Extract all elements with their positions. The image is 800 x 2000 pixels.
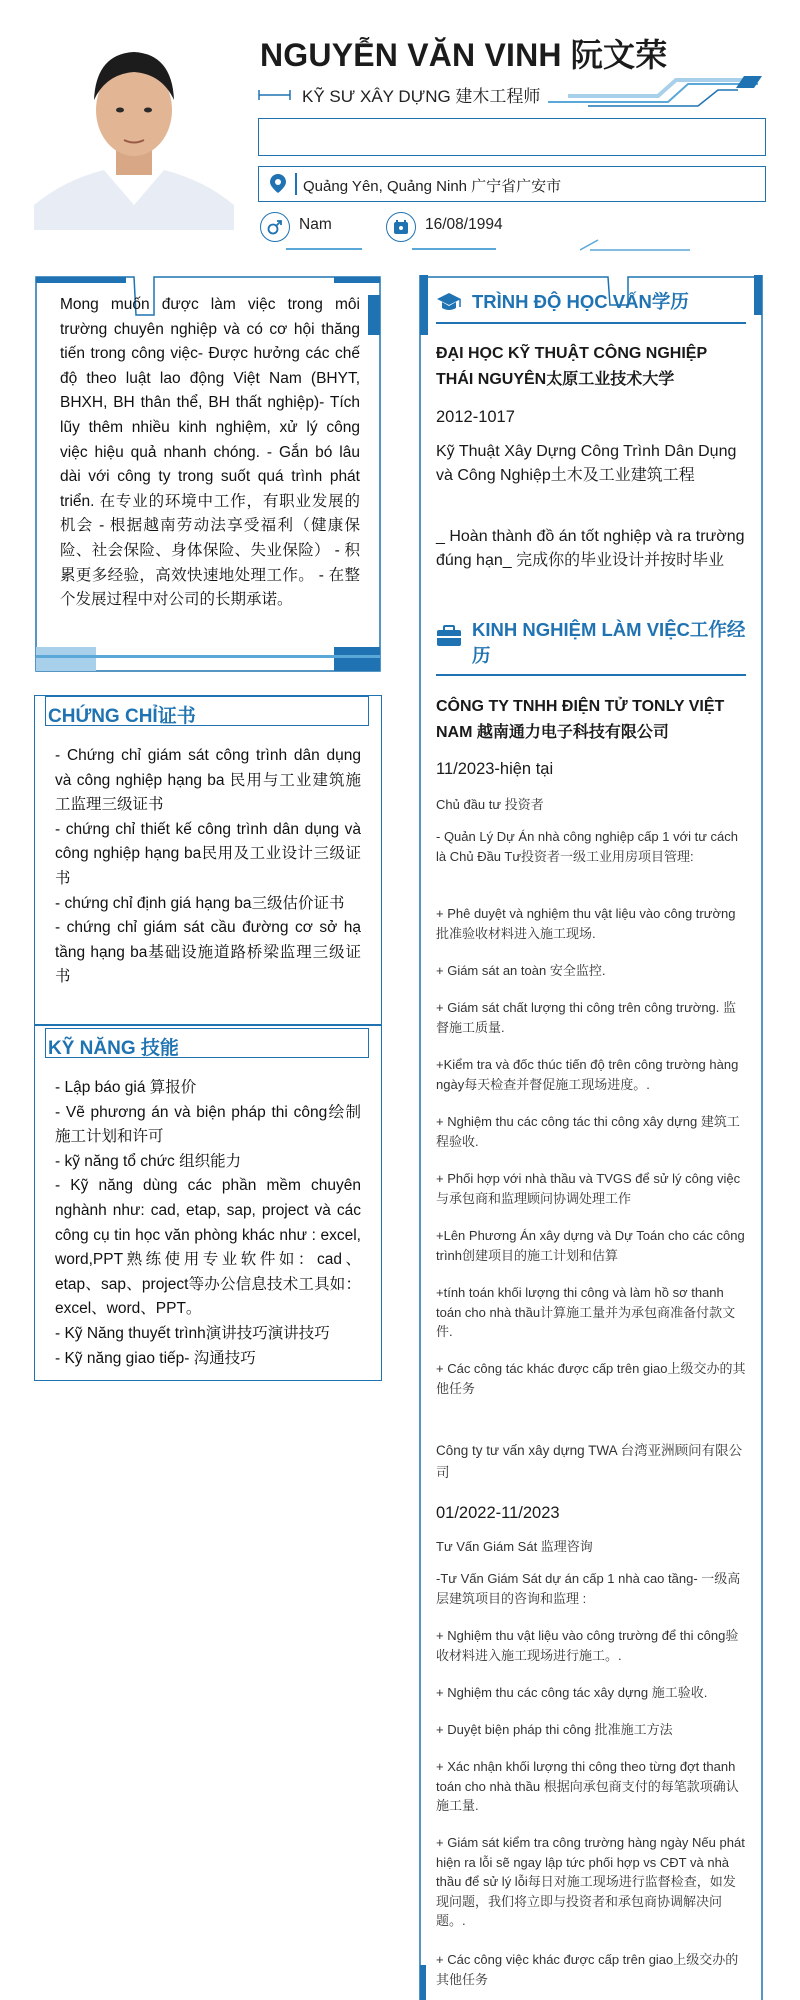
right-column [418,275,764,2000]
job-role: Tư Vấn Giám Sát 监理咨询 [436,1539,593,1554]
job-bullet: + Duyệt biện pháp thi công 批准施工方法 [436,1722,673,1737]
education-note: _ Hoàn thành đồ án tốt nghiệp và ra trường đúng hạn_ 完成你的毕业设计并按时毕业 [436,528,745,569]
gender-icon [260,212,290,242]
job-bullet: -Tư Vấn Giám Sát dự án cấp 1 nhà cao tầng- 一级高层建筑项目的咨询和监理 : [436,1571,741,1606]
skill-item: - kỹ năng tổ chức 组织能力 [55,1152,242,1170]
job-period: 01/2022-11/2023 [436,1504,560,1522]
job-title: KỸ SƯ XÂY DỰNG 建木工程师 [302,87,541,106]
skill-item: - Vẽ phương án và biện pháp thi công绘制施工计划和许可 [55,1103,361,1146]
job-bullet: - Quản Lý Dự Án nhà công nghiệp cấp 1 với tư cách là Chủ Đầu Tư投资者一级工业用房项目管理: [436,829,738,864]
job-bullet: + Nghiệm thu vật liệu vào công trường để thi công验收材料进入施工现场进行施工。. [436,1628,739,1663]
profile-photo [34,30,234,230]
graduation-cap-icon [436,291,462,313]
school-name: ĐẠI HỌC KỸ THUẬT CÔNG NGHIỆP THÁI NGUYÊN太原工业技术大学 [436,345,707,388]
skill-item: - Kỹ năng dùng các phần mềm chuyên nghành như: cad, etap, sap, project và các công cụ tin học văn phòng khác như : excel, word,PPT熟练使用专业软件如：cad、etap、sap、project等办公信息技术工具如：excel、word、PPT。 [55,1177,361,1318]
job-bullet: + Phê duyệt và nghiệm thu vật liệu vào công trường 批准验收材料进入施工现场. [436,906,736,941]
certificate-item: - chứng chỉ giám sát cầu đường cơ sở hạ tầng hạng ba基础设施道路桥梁监理三级证书 [55,919,361,986]
experience-header [436,617,746,669]
career-objective-text: Mong muốn được làm việc trong môi trường chuyên nghiệp và có cơ hội thăng tiến trong công việc- Được hưởng các chế độ theo luật lao động Việt Nam (BHYT, BHXH, BH thân thể, BH thất nghiệp)- Tích lũy thêm nhiều kinh nghiệm, xử lý công việc hiệu quả nhanh chóng. - Gắn bó lâu dài với công ty trong suốt quá trình phát triển. 在专业的环境中工作，有职业发展的机会 - 根据越南劳动法享受福利（健康保险、社会保险、身体保险、失业保险） - 积累更多经验，高效快速地处理工作。 - 在整个发展过程中对公司的长期承诺。 [60,296,360,609]
job-bullet: + Phối hợp với nhà thầu và TVGS để sử lý công việc与承包商和监理顾问协调处理工作 [436,1171,741,1206]
skill-item: - Kỹ Năng thuyết trình演讲技巧演讲技巧 [55,1324,330,1342]
address-divider [295,173,297,195]
skills-list [55,1076,361,1371]
job-bullet: +Lên Phương Án xây dựng và Dự Toán cho các công trình创建项目的施工计划和估算 [436,1228,745,1263]
experience-title: KINH NGHIỆM LÀM VIỆC工作经历 [472,619,746,666]
certificate-item: - Chứng chỉ giám sát công trình dân dụng và công nghiệp hạng ba 民用与工业建筑施工监理三级证书 [55,747,361,814]
certificates-card [34,695,382,1025]
decorative-circuit-lines [548,74,768,108]
arrow-line-icon [258,88,294,102]
job-title-row [258,82,768,106]
location-pin-icon [267,173,289,195]
candidate-name: NGUYỄN VĂN VINH 阮文荣 [260,37,668,73]
certificates-list [55,744,361,990]
job-bullet: + Giám sát an toàn 安全监控. [436,963,606,978]
skill-item: - Kỹ năng giao tiếp- 沟通技巧 [55,1349,256,1367]
job-bullet: + Các công tác khác được cấp trên giao上级交办的其他任务 [436,1361,746,1396]
job-bullet: +tính toán khối lượng thi công và làm hồ sơ thanh toán cho nhà thầu计算施工量并为承包商准备付款文件. [436,1285,736,1339]
education-years: 2012-1017 [436,408,515,426]
education-header [436,289,746,317]
job-company: Công ty tư vấn xây dựng TWA 台湾亚洲顾问有限公司 [436,1443,743,1480]
gender-value: Nam [299,216,332,233]
calendar-icon [386,212,416,242]
job-period: 11/2023-hiện tại [436,760,554,778]
skills-title: KỸ NĂNG 技能 [45,1028,369,1058]
career-objective-card [34,275,382,673]
education-major: Kỹ Thuật Xây Dựng Công Trình Dân Dụng và Công Nghiệp土木及工业建筑工程 [436,443,737,484]
job-company: CÔNG TY TNHH ĐIỆN TỬ TONLY VIỆT NAM 越南通力电子科技有限公司 [436,698,725,741]
job-bullet: + Xác nhận khối lượng thi công theo từng đợt thanh toán cho nhà thầu 根据向承包商支付的每笔款项确认施工量. [436,1759,739,1813]
birthdate-underline [412,248,496,250]
certificate-item: - chứng chỉ thiết kế công trình dân dụng và công nghiệp hạng ba民用及工业设计三级证书 [55,820,361,887]
address-box [258,166,766,202]
job-role: Chủ đầu tư 投资者 [436,797,544,812]
certificates-title: CHỨNG CHỈ证书 [45,696,369,726]
address-text: Quảng Yên, Quảng Ninh 广宁省广安市 [303,178,562,195]
job-bullet: + Các công việc khác được cấp trên giao上级交办的其他任务 [436,1952,739,1987]
job-bullet: +Kiểm tra và đốc thúc tiến độ trên công trường hàng ngày每天检查并督促施工现场进度。. [436,1057,739,1092]
skills-card [34,1025,382,1381]
empty-info-box [258,118,766,156]
birthdate-value: 16/08/1994 [425,216,503,233]
experience-underline [436,674,746,676]
certificate-item: - chứng chỉ định giá hạng ba三级估价证书 [55,894,345,912]
gender-underline [286,248,362,250]
education-underline [436,322,746,324]
job-bullet: + Giám sát kiểm tra công trường hàng ngày Nếu phát hiện ra lỗi sẽ ngay lập tức phối hợp vs CĐT và nhà thầu để sử lý lỗi每日对施工现场进行监督检查，如发现问题，我们将立即与投资者和承包商协调解决问题。. [436,1835,745,1928]
education-title: TRÌNH ĐỘ HỌC VẤN学历 [472,291,689,312]
skill-item: - Lập báo giá 算报价 [55,1079,197,1096]
decorative-sweep-lines [580,236,700,252]
job-bullet: + Nghiệm thu các công tác thi công xây dựng 建筑工程验收. [436,1114,740,1149]
briefcase-icon [436,625,462,647]
job-bullet: + Giám sát chất lượng thi công trên công trường. 监督施工质量. [436,1000,737,1035]
job-bullet: + Nghiệm thu các công tác xây dựng 施工验收. [436,1685,708,1700]
